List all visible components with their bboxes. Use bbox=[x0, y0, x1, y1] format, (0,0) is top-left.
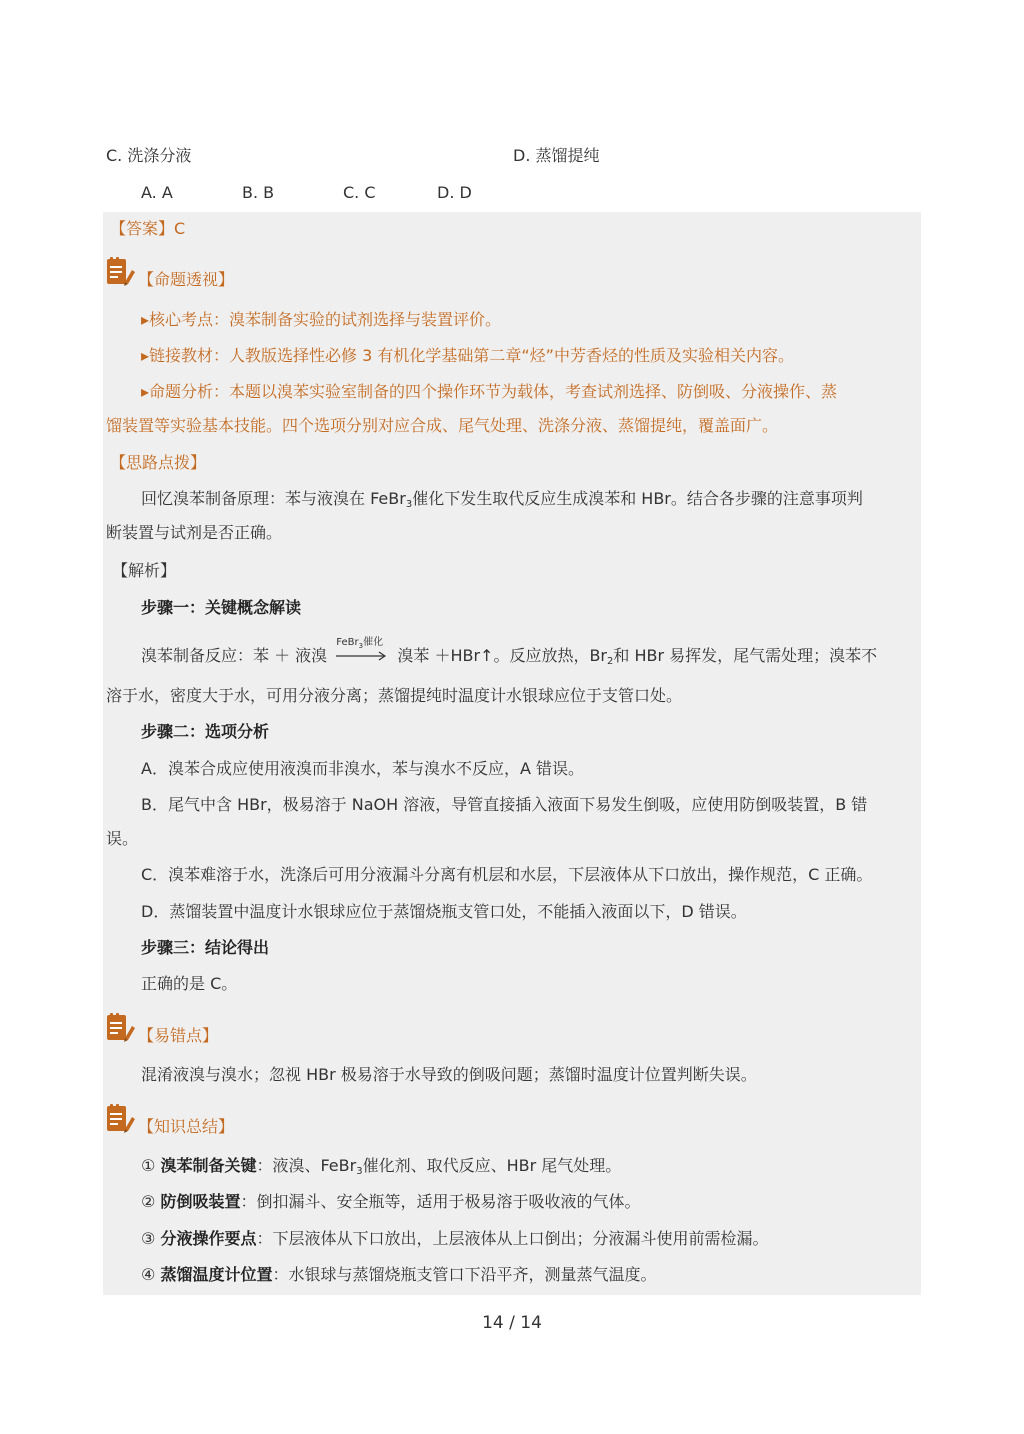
zhishi-heading: 【知识总结】 bbox=[138, 1117, 235, 1136]
notepad-pen-icon bbox=[105, 1103, 135, 1135]
analysis-b-1: B．尾气中含 HBr，极易溶于 NaOH 溶液，导管直接插入液面下易发生倒吸，应使用防倒吸装置，B 错 bbox=[141, 795, 868, 814]
yicuo-heading: 【易错点】 bbox=[138, 1026, 219, 1045]
page-number: 14 / 14 bbox=[482, 1313, 542, 1333]
analysis-d: D．蒸馏装置中温度计水银球应位于蒸馏烧瓶支管口处，不能插入液面以下，D 错误。 bbox=[141, 902, 747, 921]
summary-item-1: ① 溴苯制备关键：液溴、FeBr$_3$催化剂、取代反应、HBr 尾气处理。 bbox=[141, 1156, 622, 1177]
summary-item-2: ② 防倒吸装置：倒扣漏斗、安全瓶等，适用于极易溶于吸收液的气体。 bbox=[141, 1192, 641, 1211]
reaction-text-2: 溶于水，密度大于水，可用分液分离；蒸馏提纯时温度计水银球应位于支管口处。 bbox=[106, 686, 683, 705]
step3-heading: 步骤三：结论得出 bbox=[141, 938, 270, 957]
mingti-heading: 【命题透视】 bbox=[138, 270, 235, 289]
silu-text-1: 回忆溴苯制备原理：苯与液溴在 FeBr$_3$催化下发生取代反应生成溴苯和 HBr。结合各步骤的注意事项判 bbox=[141, 489, 863, 510]
yicuo-text: 混淆液溴与溴水；忽视 HBr 极易溶于水导致的倒吸问题；蒸馏时温度计位置判断失误。 bbox=[141, 1065, 757, 1084]
choice-c: C. C bbox=[343, 183, 376, 202]
step2-heading: 步骤二：选项分析 bbox=[141, 722, 270, 741]
reaction-equation: 溴苯制备反应：苯 ＋ 液溴 FeBr$_3$催化 溴苯 ＋HBr↑。反应放热，$Br_2$和 HBr 易挥发，尾气需处理；溴苯不 bbox=[141, 636, 878, 667]
mingti-point-3a: ▸命题分析：本题以溴苯实验室制备的四个操作环节为载体，考查试剂选择、防倒吸、分液操作、蒸 bbox=[141, 382, 838, 401]
step1-heading: 步骤一：关键概念解读 bbox=[141, 598, 302, 617]
analysis-a: A．溴苯合成应使用液溴而非溴水，苯与溴水不反应，A 错误。 bbox=[141, 759, 584, 778]
reaction-arrow: FeBr$_3$催化 bbox=[336, 647, 388, 667]
choice-b: B. B bbox=[242, 183, 275, 202]
answer-line: 【答案】C bbox=[110, 219, 186, 238]
summary-item-3: ③ 分液操作要点：下层液体从下口放出，上层液体从上口倒出；分液漏斗使用前需检漏。 bbox=[141, 1229, 769, 1248]
conclusion: 正确的是 C。 bbox=[141, 974, 238, 993]
choice-a: A. A bbox=[141, 183, 173, 202]
silu-heading: 【思路点拨】 bbox=[110, 453, 207, 472]
mingti-point-1: ▸核心考点：溴苯制备实验的试剂选择与装置评价。 bbox=[141, 310, 502, 329]
mingti-point-2: ▸链接教材：人教版选择性必修 3 有机化学基础第二章“烃”中芳香烃的性质及实验相关内容。 bbox=[141, 346, 794, 365]
notepad-pen-icon bbox=[105, 256, 135, 288]
jiexi-heading: 【解析】 bbox=[112, 561, 177, 580]
analysis-b-2: 误。 bbox=[106, 829, 139, 848]
choice-d: D. D bbox=[437, 183, 472, 202]
silu-text-2: 断装置与试剂是否正确。 bbox=[106, 523, 283, 542]
analysis-c: C．溴苯难溶于水，洗涤后可用分液漏斗分离有机层和水层，下层液体从下口放出，操作规范，C 正确。 bbox=[141, 865, 873, 884]
option-c-label: C. 洗涤分液 bbox=[106, 146, 192, 165]
mingti-point-3b: 馏装置等实验基本技能。四个选项分别对应合成、尾气处理、洗涤分液、蒸馏提纯，覆盖面广。 bbox=[106, 416, 779, 435]
option-d-label: D. 蒸馏提纯 bbox=[513, 146, 600, 165]
notepad-pen-icon bbox=[105, 1012, 135, 1044]
summary-item-4: ④ 蒸馏温度计位置：水银球与蒸馏烧瓶支管口下沿平齐，测量蒸气温度。 bbox=[141, 1265, 657, 1284]
